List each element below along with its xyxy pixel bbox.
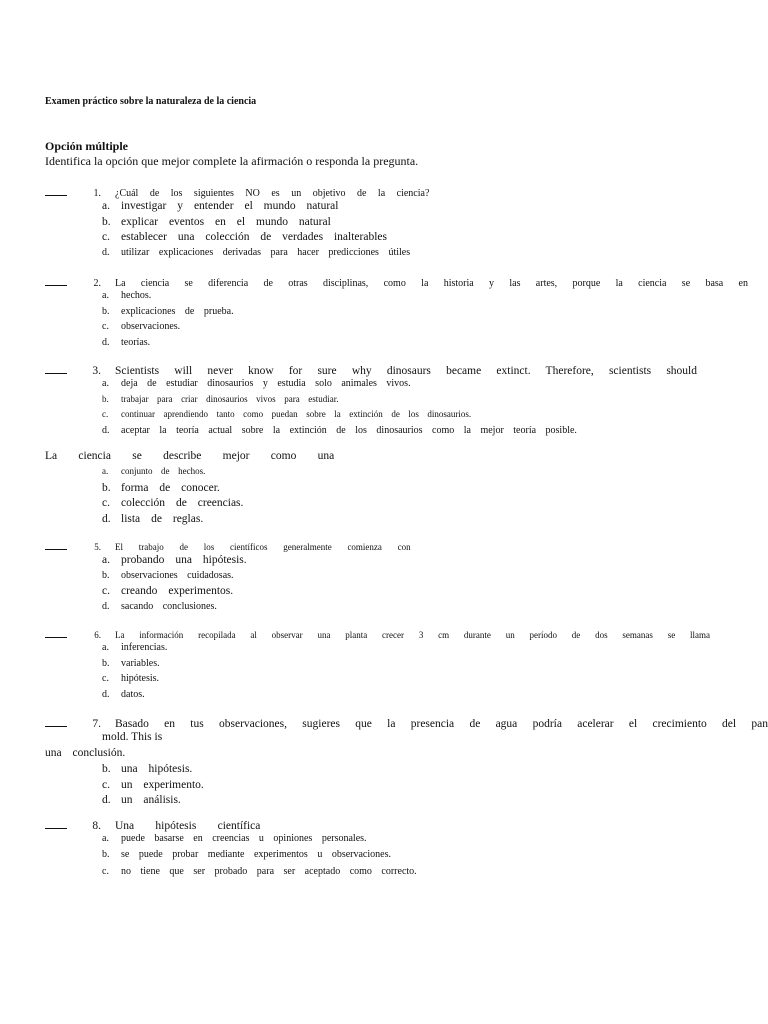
option-letter: c. — [102, 409, 109, 419]
option-b[interactable] — [102, 394, 697, 410]
option-c[interactable] — [102, 497, 748, 513]
option-letter: a. — [102, 378, 109, 389]
option-text: puede basarse en creencias u opiniones personales. — [121, 833, 367, 844]
question-number: 8. — [92, 820, 101, 832]
option-letter: c. — [102, 321, 109, 332]
option-c[interactable] — [102, 409, 697, 425]
option-letter: d. — [102, 512, 111, 525]
answer-blank[interactable] — [45, 817, 67, 829]
option-text: explicar eventos en el mundo natural — [121, 215, 331, 228]
question-stem: La ciencia se diferencia de otras disciplinas, como la historia y las artes, porque la ciencia se basa en — [115, 278, 748, 289]
option-letter: b. — [102, 763, 111, 775]
option-text: investigar y entender el mundo natural — [121, 200, 339, 212]
option-text: teorías. — [121, 336, 151, 348]
option-b[interactable] — [102, 570, 748, 586]
option-c[interactable] — [102, 779, 768, 795]
question-stem-continued: una conclusión. — [45, 747, 126, 759]
option-letter: c. — [102, 866, 109, 877]
option-a[interactable] — [102, 554, 748, 570]
question-stem: El trabajo de los científicos generalmente comienza con — [115, 542, 411, 552]
answer-blank[interactable] — [45, 274, 67, 286]
option-text: forma de conocer. — [121, 481, 220, 494]
answer-blank[interactable] — [45, 538, 67, 550]
question-number: 7. — [92, 718, 101, 730]
option-letter: a. — [102, 833, 109, 844]
option-a[interactable] — [102, 200, 748, 216]
option-text: colección de creencias. — [121, 497, 244, 509]
option-text: continuar aprendiendo tanto como puedan sobre la extinción de los dinosaurios. — [121, 409, 472, 419]
option-c[interactable] — [102, 585, 748, 601]
option-letter: d. — [102, 336, 110, 348]
option-b[interactable] — [102, 849, 748, 865]
option-text: no tiene que ser probado para ser aceptado como correcto. — [121, 866, 417, 877]
option-a[interactable] — [102, 466, 748, 482]
option-text: observaciones. — [121, 321, 181, 332]
option-text: establecer una colección de verdades inalterables — [121, 231, 387, 243]
question-stem-continued: mold. This is — [102, 731, 163, 743]
option-letter: b. — [102, 305, 110, 317]
option-letter: c. — [102, 778, 110, 791]
question-8 — [45, 817, 748, 882]
question-stem: La ciencia se describe mejor como una — [45, 450, 335, 462]
question-stem: Una hipótesis científica — [115, 820, 261, 832]
option-b[interactable] — [102, 306, 748, 322]
option-letter: a. — [102, 290, 109, 301]
question-3 — [45, 362, 697, 440]
option-d[interactable] — [102, 425, 697, 441]
answer-blank[interactable] — [45, 715, 67, 727]
option-letter: a. — [102, 200, 110, 212]
question-number: 2. — [93, 278, 101, 289]
option-d[interactable] — [102, 513, 748, 529]
option-text: una hipótesis. — [121, 763, 193, 775]
option-letter: d. — [102, 246, 110, 258]
option-text: trabajar para criar dinosaurios vivos para estudiar. — [121, 393, 339, 404]
question-7 — [45, 715, 768, 810]
option-text: datos. — [121, 688, 145, 700]
question-number: 1. — [93, 188, 101, 199]
option-letter: a. — [102, 554, 110, 566]
option-letter: c. — [102, 231, 110, 243]
option-c[interactable] — [102, 231, 748, 247]
question-stem: La información recopilada al observar una planta crecer 3 cm durante un período de dos semanas se llama — [115, 630, 710, 640]
option-text: conjunto de hechos. — [121, 466, 206, 476]
option-letter: c. — [102, 673, 109, 684]
option-letter: b. — [102, 215, 111, 228]
option-text: creando experimentos. — [121, 585, 234, 597]
option-text: observaciones cuidadosas. — [121, 569, 234, 581]
option-a[interactable] — [102, 378, 697, 394]
option-text: variables. — [121, 657, 160, 669]
question-2 — [45, 274, 748, 352]
document-title: Examen práctico sobre la naturaleza de la ciencia — [45, 96, 257, 107]
option-d[interactable] — [102, 247, 748, 263]
question-6 — [45, 626, 710, 704]
option-b[interactable] — [102, 658, 710, 674]
option-a[interactable] — [102, 642, 710, 658]
option-letter: b. — [102, 657, 110, 669]
option-b[interactable] — [102, 482, 748, 498]
option-text: inferencias. — [121, 642, 168, 653]
answer-blank[interactable] — [45, 626, 67, 638]
question-stem: ¿Cuál de los siguientes NO es un objetivo de la ciencia? — [115, 188, 430, 199]
section-heading: Opción múltiple — [45, 139, 129, 153]
option-a[interactable] — [102, 833, 748, 849]
option-text: explicaciones de prueba. — [121, 305, 234, 317]
option-c[interactable] — [102, 321, 748, 337]
option-text: se puede probar mediante experimentos u observaciones. — [121, 848, 391, 860]
option-letter: b. — [102, 481, 111, 494]
option-text: sacando conclusiones. — [121, 600, 217, 612]
question-number: 3. — [92, 365, 101, 377]
question-5 — [45, 538, 748, 616]
answer-blank[interactable] — [45, 362, 67, 374]
option-text: probando una hipótesis. — [121, 554, 247, 566]
option-d[interactable] — [102, 689, 710, 705]
option-text: hechos. — [121, 290, 152, 301]
option-letter: b. — [102, 393, 109, 404]
answer-blank[interactable] — [45, 184, 67, 196]
option-c[interactable] — [102, 673, 710, 689]
question-stem: Scientists will never know for sure why dinosaurs became extinct. Therefore, scientists should — [115, 365, 697, 377]
option-text: aceptar la teoría actual sobre la extinción de los dinosaurios como la mejor teoría posible. — [121, 424, 577, 436]
option-text: utilizar explicaciones derivadas para hacer predicciones útiles — [121, 246, 411, 258]
question-number: 5. — [94, 542, 101, 552]
option-b[interactable] — [102, 763, 768, 779]
option-letter: d. — [102, 688, 110, 700]
option-letter: b. — [102, 569, 110, 581]
option-text: un análisis. — [121, 794, 181, 806]
option-letter: d. — [102, 794, 111, 806]
question-4 — [45, 450, 748, 528]
instructions-text: Identifica la opción que mejor complete la afirmación o responda la pregunta. — [45, 154, 419, 168]
option-letter: d. — [102, 424, 110, 436]
option-letter: c. — [102, 497, 110, 509]
question-1 — [45, 184, 748, 262]
option-letter: a. — [102, 466, 109, 476]
option-letter: d. — [102, 600, 110, 612]
option-text: hipótesis. — [121, 673, 160, 684]
option-d[interactable] — [102, 794, 768, 810]
question-stem: Basado en tus observaciones, sugieres que la presencia de agua podría acelerar el crecimiento del pan — [115, 718, 768, 730]
question-number: 6. — [94, 630, 101, 640]
option-letter: c. — [102, 585, 110, 597]
option-text: deja de estudiar dinosaurios y estudia solo animales vivos. — [121, 378, 411, 389]
option-text: un experimento. — [121, 778, 204, 791]
option-c[interactable] — [102, 866, 748, 882]
option-b[interactable] — [102, 216, 748, 232]
option-a[interactable] — [102, 290, 748, 306]
option-text: lista de reglas. — [121, 512, 204, 525]
option-letter: b. — [102, 848, 110, 860]
option-d[interactable] — [102, 601, 748, 617]
option-d[interactable] — [102, 337, 748, 353]
option-letter: a. — [102, 642, 109, 653]
